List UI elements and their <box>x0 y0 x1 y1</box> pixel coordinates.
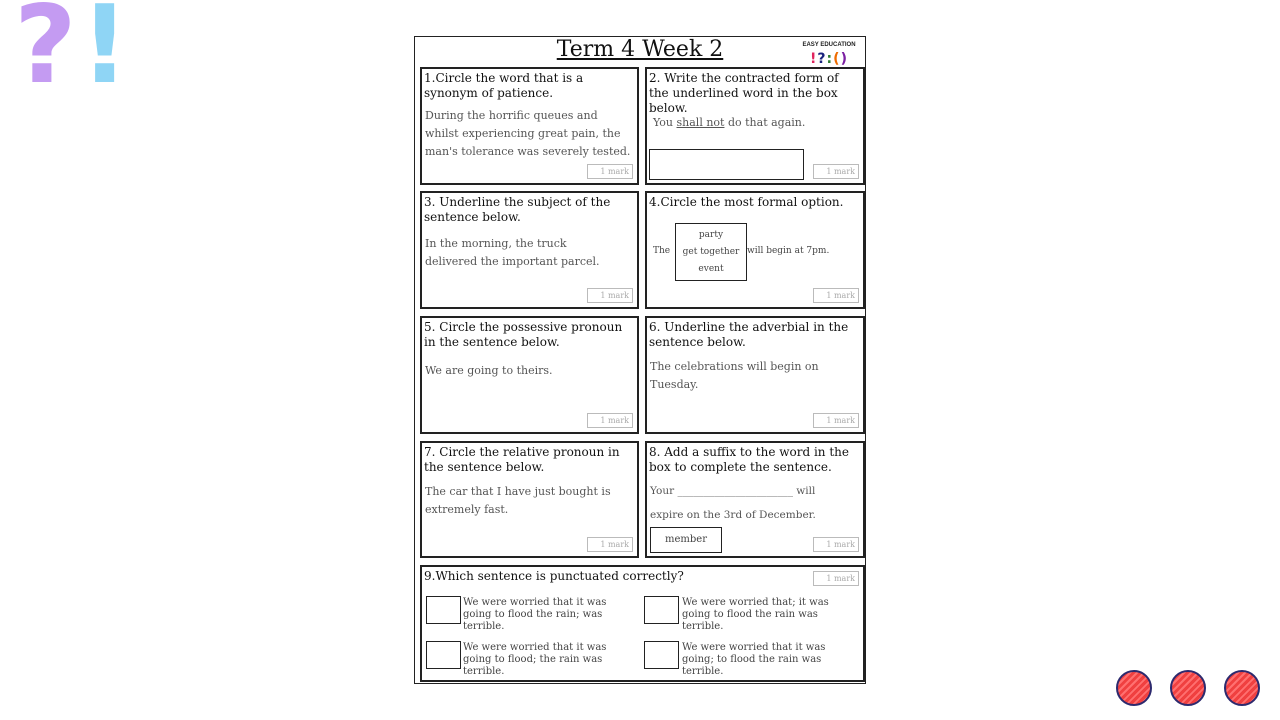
mark-label: 1 mark <box>587 413 633 428</box>
tick-box[interactable] <box>644 596 679 624</box>
question-7-sentence: The car that I have just bought is extremely fast. <box>425 485 611 516</box>
mark-label: 1 mark <box>813 537 859 552</box>
choice-1: We were worried that it was going to flood the rain; was terrible. <box>463 597 607 632</box>
tick-box[interactable] <box>426 641 461 669</box>
choice-4: We were worried that it was going; to flood the rain was terrible. <box>682 642 826 677</box>
mark-label: 1 mark <box>813 288 859 303</box>
red-dot-button[interactable] <box>1116 670 1152 706</box>
option-get-together[interactable]: get together <box>682 247 740 257</box>
easy-education-logo <box>801 42 857 66</box>
choice-2: We were worried that; it was going to flood the rain was terrible. <box>682 597 829 632</box>
options-box <box>675 223 747 281</box>
question-7-box <box>420 441 639 558</box>
question-3-box <box>420 191 639 309</box>
question-7-text: 7. Circle the relative pronoun in the sentence below. <box>424 445 620 474</box>
worksheet <box>414 36 866 684</box>
sentence-start: You <box>653 116 674 129</box>
exclamation-mark-decoration: ! <box>80 0 130 108</box>
question-1-sentence: During the horrific queues and whilst experiencing great pain, the man's tolerance was severely tested. <box>425 109 631 158</box>
question-3-sentence: In the morning, the truck delivered the important parcel. <box>425 237 600 268</box>
question-4-text: 4.Circle the most formal option. <box>649 195 844 209</box>
tick-box[interactable] <box>644 641 679 669</box>
red-dot-button[interactable] <box>1224 670 1260 706</box>
question-mark-decoration: ? <box>14 0 77 108</box>
question-4-box <box>645 191 865 309</box>
question-9-box <box>420 565 865 682</box>
logo-glyphs: !?:() <box>810 51 848 67</box>
question-8-text: 8. Add a suffix to the word in the box to complete the sentence. <box>649 445 849 474</box>
choice-3: We were worried that it was going to flood; the rain was terrible. <box>463 642 607 677</box>
underlined-words: shall not <box>676 116 725 129</box>
sentence-start: The <box>653 246 671 256</box>
question-2-text: 2. Write the contracted form of the underlined word in the box below. <box>649 71 839 115</box>
word-member: member <box>665 534 707 545</box>
mark-label: 1 mark <box>587 164 633 179</box>
sentence-end: will begin at 7pm. <box>747 246 830 256</box>
option-party[interactable]: party <box>698 230 724 240</box>
question-2-box <box>645 67 865 185</box>
question-6-sentence: The celebrations will begin on Tuesday. <box>650 360 819 391</box>
logo-text: EASY EDUCATION <box>802 42 856 48</box>
mark-label: 1 mark <box>587 537 633 552</box>
question-5-box <box>420 316 639 434</box>
red-dot-button[interactable] <box>1170 670 1206 706</box>
question-8-line-1: Your ______________________ will <box>650 485 816 497</box>
option-event[interactable]: event <box>698 264 724 274</box>
tick-box[interactable] <box>426 596 461 624</box>
question-8-box <box>645 441 865 558</box>
question-8-line-2: expire on the 3rd of December. <box>650 509 816 521</box>
question-9-text: 9.Which sentence is punctuated correctly? <box>424 569 684 583</box>
question-6-box <box>645 316 865 434</box>
mark-label: 1 mark <box>813 571 859 586</box>
question-2-sentence <box>653 114 857 132</box>
navigation-dots <box>1116 670 1260 706</box>
question-3-text: 3. Underline the subject of the sentence below. <box>424 195 611 224</box>
worksheet-title: Term 4 Week 2 <box>556 37 724 62</box>
answer-box[interactable] <box>649 149 804 180</box>
question-1-box <box>420 67 639 185</box>
question-5-text: 5. Circle the possessive pronoun in the sentence below. <box>424 320 623 349</box>
question-6-text: 6. Underline the adverbial in the sentence below. <box>649 320 849 349</box>
question-1-text: 1.Circle the word that is a synonym of patience. <box>424 71 584 100</box>
question-5-sentence: We are going to theirs. <box>425 364 553 377</box>
word-box <box>650 527 722 553</box>
mark-label: 1 mark <box>587 288 633 303</box>
mark-label: 1 mark <box>813 164 859 179</box>
sentence-end: do that again. <box>727 116 806 129</box>
mark-label: 1 mark <box>813 413 859 428</box>
